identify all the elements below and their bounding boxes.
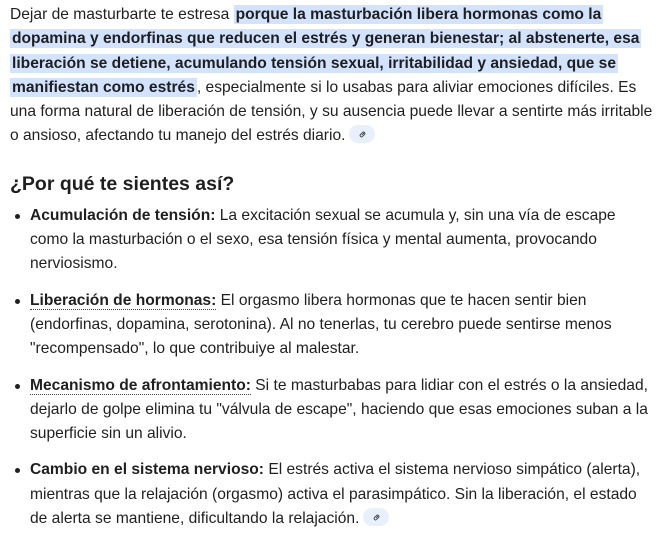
bullet-icon — [15, 299, 20, 304]
item-term-link[interactable]: Liberación de hormonas: — [30, 291, 217, 309]
link-icon — [371, 512, 382, 523]
bullet-icon — [15, 468, 20, 473]
intro-lead: Dejar de masturbarte te estresa — [10, 6, 234, 23]
reasons-list — [10, 204, 654, 532]
item-text: El orgasmo libera hormonas que te hacen sentir bien (endorfinas, dopamina, serotonina). Al no tenerlas, tu cerebro puede sentirse menos "recompensado", lo que contribuiye al malestar. — [30, 291, 612, 358]
item-term: Acumulación de tensión: — [30, 206, 216, 224]
source-link-button[interactable] — [349, 125, 375, 143]
highlighted-answer: porque la masturbación libera hormonas como la dopamina y endorfinas que reducen el estrés y generan bienestar; al abstenerte, esa liberación se detiene, acumulando tensión sexual, irritabilidad y ansiedad, que se manifiestan como estrés — [12, 6, 640, 96]
list-item — [10, 289, 654, 362]
bullet-icon — [15, 384, 20, 389]
list-item — [10, 204, 654, 277]
item-text: El estrés activa el sistema nervioso simpático (alerta), mientras que la relajación (orgasmo) activa el parasimpático. Sin la liberación, el estado de alerta se mantiene, dificultando la relajación. — [30, 461, 641, 528]
source-link-button[interactable] — [363, 508, 389, 526]
list-item — [10, 374, 654, 447]
intro-paragraph — [10, 3, 654, 149]
item-term-link[interactable]: Mecanismo de afrontamiento: — [30, 376, 251, 394]
section-heading: ¿Por qué te sientes así? — [10, 172, 235, 195]
item-text: La excitación sexual se acumula y, sin una vía de escape como la masturbación o el sexo, esa tensión física y mental aumenta, provocando nerviosismo. — [30, 206, 616, 273]
item-term: Cambio en el sistema nervioso: — [30, 461, 264, 479]
link-icon — [357, 129, 368, 140]
bullet-icon — [15, 214, 20, 219]
intro-rest: , especialmente si lo usabas para aliviar emociones difíciles. Es una forma natural de liberación de tensión, y su ausencia puede llevar a sentirte más irritable o ansioso, afectando tu manejo del estrés diario. — [10, 78, 653, 145]
list-item — [10, 458, 654, 531]
item-text: Si te masturbabas para lidiar con el estrés o la ansiedad, dejarlo de golpe elimina tu "válvula de escape", haciendo que esas emociones suban a la superficie sin un alivio. — [30, 376, 648, 443]
